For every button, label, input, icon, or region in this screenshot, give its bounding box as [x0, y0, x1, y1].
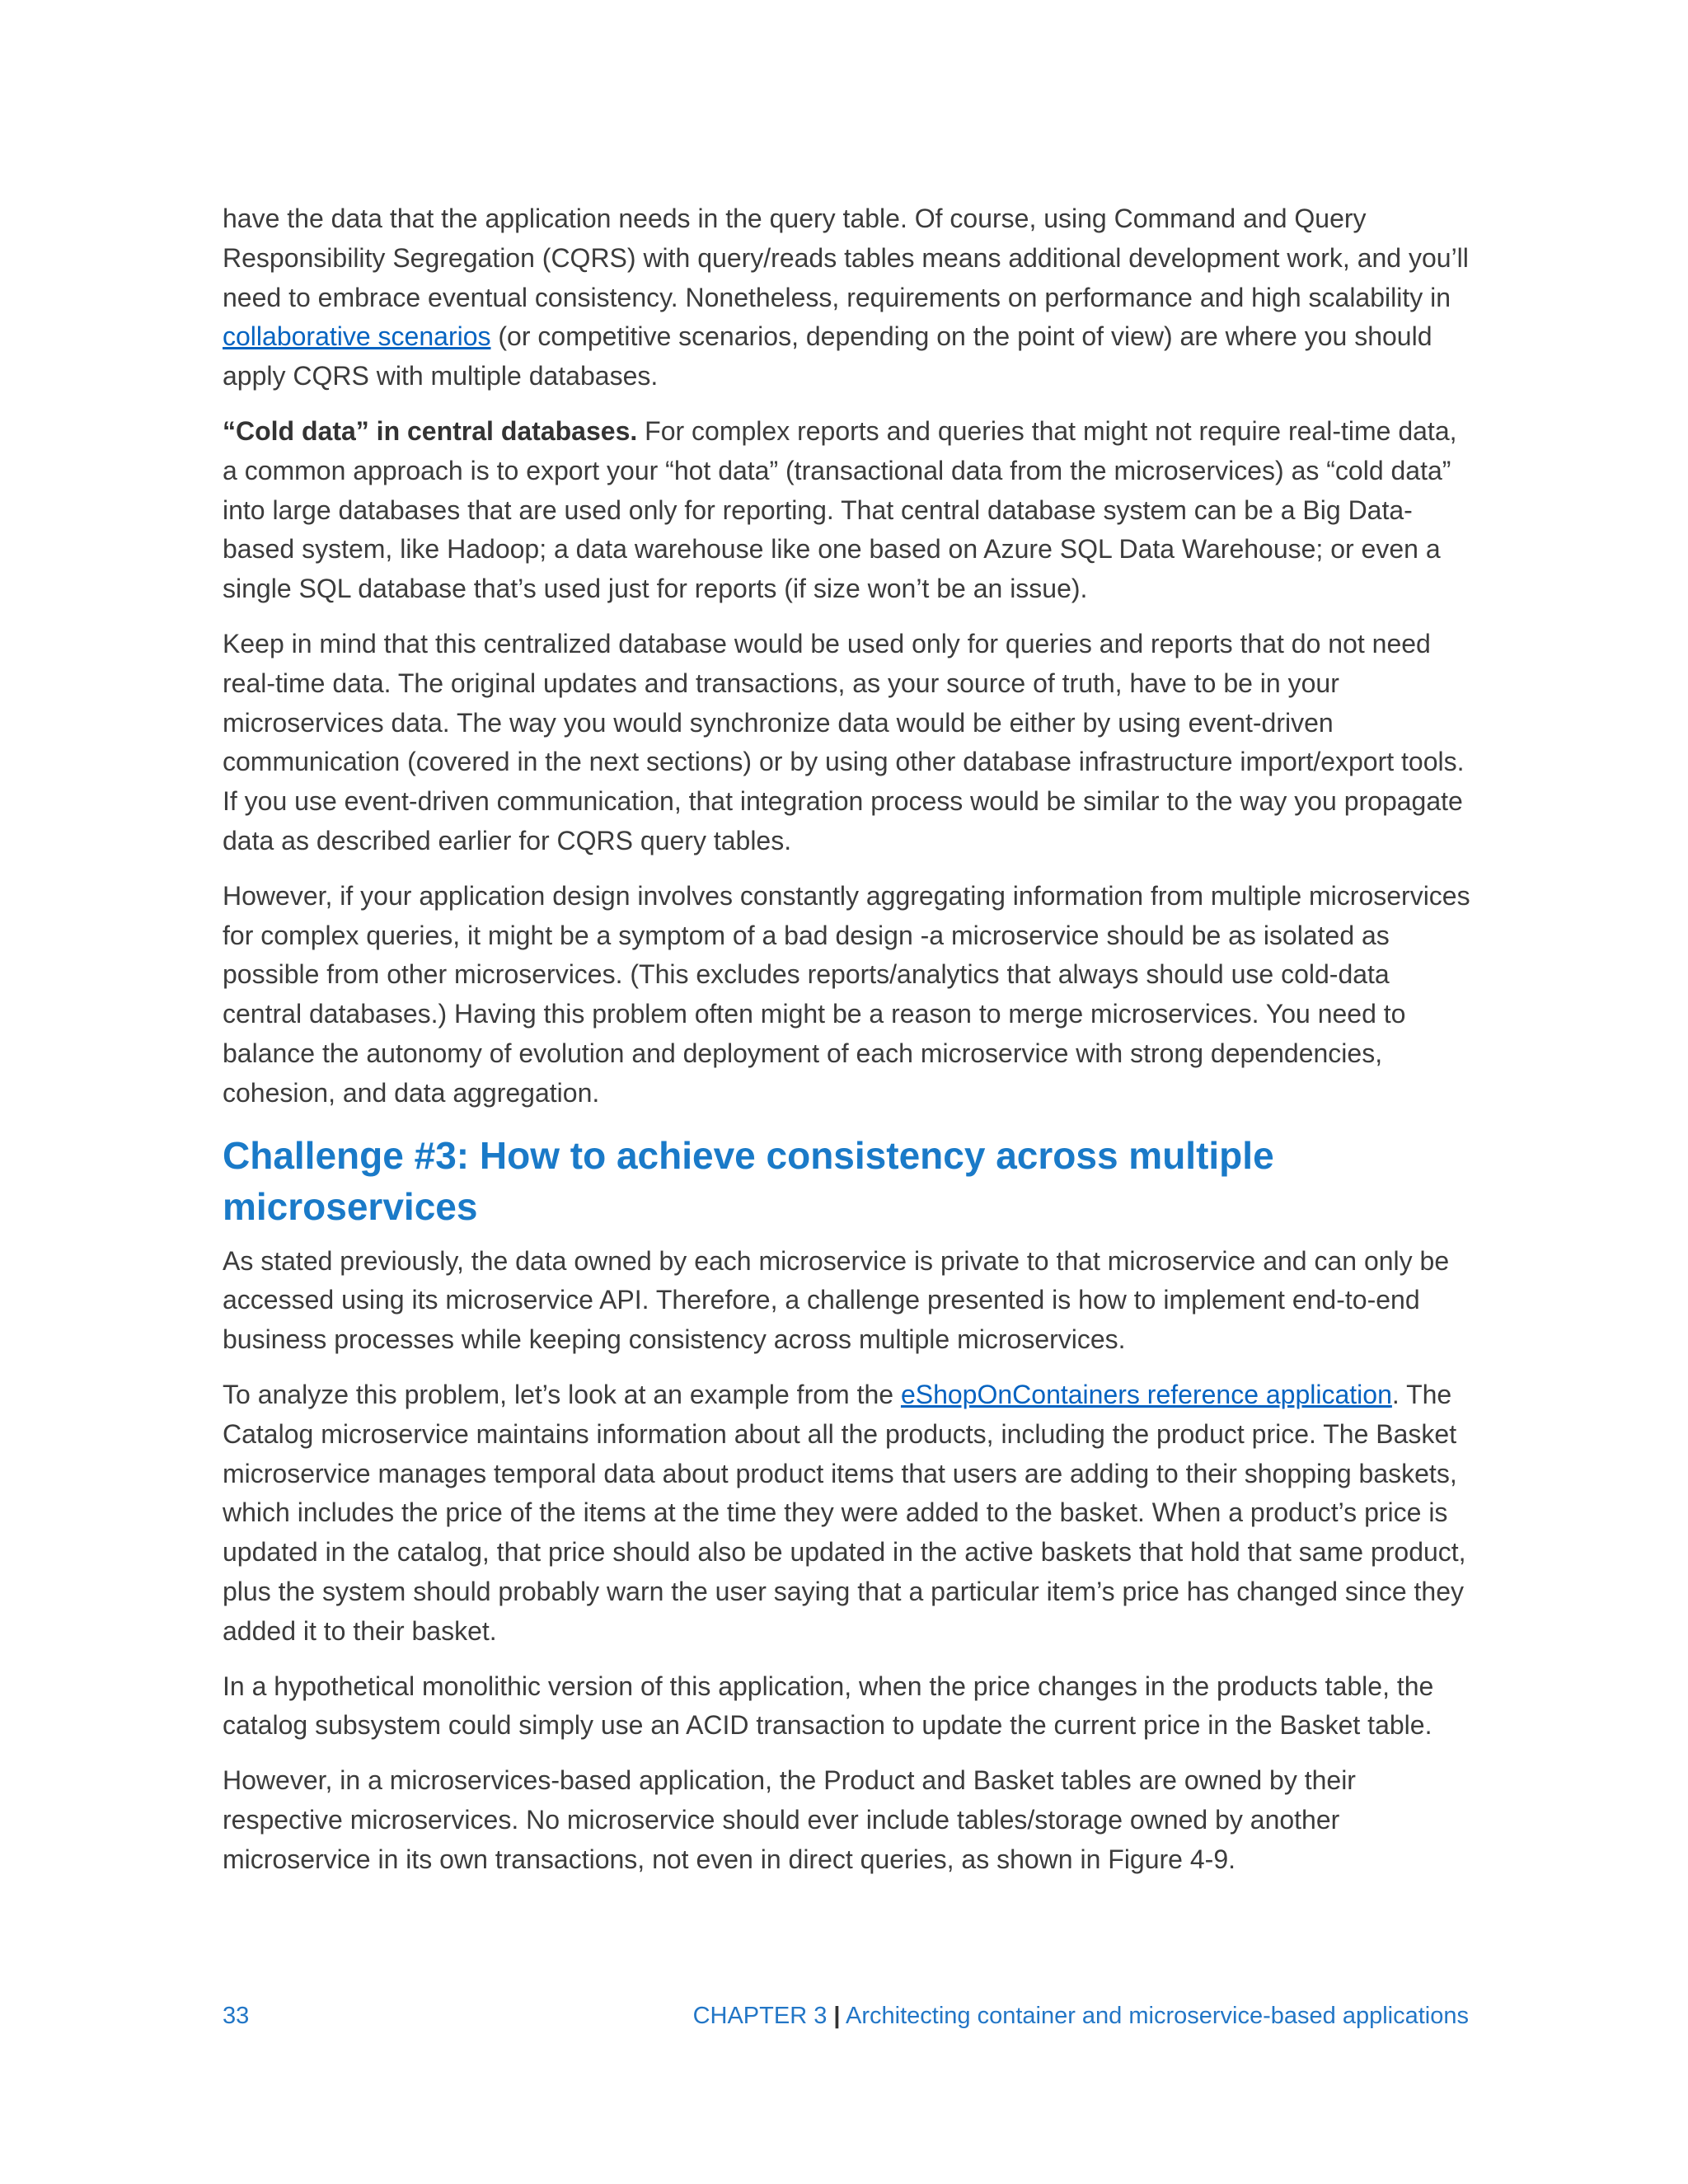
chapter-name: Architecting container and microservice-based applications: [846, 2003, 1469, 2029]
paragraph-centralized-database: Keep in mind that this centralized database would be used only for queries and reports that do not need real-time data. The original updates and transactions, as your source of truth, have to be in your microservices data. The way you would synchronize data would be either by using event-driven communication (covered in the next sections) or by using other database infrastructure import/export tools. If you use event-driven communication, that integration process would be similar to the way you propagate data as described earlier for CQRS query tables.: [223, 628, 1465, 855]
paragraph-text: (or competitive scenarios, depending on the point of view) are where you should apply CQRS with multiple databases.: [223, 321, 1432, 391]
section-heading-challenge-3: Challenge #3: How to achieve consistency across multiple microservices: [223, 1133, 1274, 1228]
chapter-title: [693, 2003, 1469, 2030]
collaborative-scenarios-link[interactable]: collaborative scenarios: [223, 321, 491, 352]
paragraph-cold-data: [223, 412, 1475, 609]
paragraph-text: have the data that the application needs in the query table. Of course, using Command and Query Responsibility Segregation (CQRS) with query/reads tables means additional development work, and you’ll need to embrace eventual consistency. Nonetheless, requirements on performance and high scalability in: [223, 204, 1469, 312]
chapter-separator: |: [833, 2003, 841, 2029]
chapter-label: CHAPTER 3: [692, 2003, 828, 2029]
page-number: 33: [223, 2003, 250, 2029]
paragraph-microservices-tables: However, in a microservices-based application, the Product and Basket tables are owned by their respective microservices. No microservice should ever include tables/storage owned by another microservice in its own transactions, not even in direct queries, as shown in Figure 4-9.: [223, 1765, 1356, 1874]
paragraph-monolithic-version: In a hypothetical monolithic version of this application, when the price changes in the products table, the catalog subsystem could simply use an ACID transaction to update the current price in the Basket table.: [223, 1671, 1434, 1741]
paragraph-cqrs-query-tables: [223, 199, 1475, 396]
document-body: [223, 199, 1475, 1895]
paragraph-text: To analyze this problem, let’s look at an example from the: [223, 1379, 901, 1409]
cold-data-lead-in: “Cold data” in central databases.: [223, 415, 638, 446]
paragraph-data-ownership: As stated previously, the data owned by each microservice is private to that microservice and can only be accessed using its microservice API. Therefore, a challenge presented is how to implement end-to-end business processes while keeping consistency across multiple microservices.: [223, 1245, 1450, 1355]
paragraph-aggregation-design: However, if your application design involves constantly aggregating information from multiple microservices for complex queries, it might be a symptom of a bad design -a microservice should be as isolated as possible from other microservices. (This excludes reports/analytics that always should use cold-data central databases.) Having this problem often might be a reason to merge microservices. You need to balance the autonomy of evolution and deployment of each microservice with strong dependencies, cohesion, and data aggregation.: [223, 880, 1470, 1108]
paragraph-text: . The Catalog microservice maintains information about all the products, including the product price. The Basket microservice manages temporal data about product items that users are adding to their shopping baskets, which includes the price of the items at the time they were added to the basket. When a product’s price is updated in the catalog, that price should also be updated in the active baskets that hold that same product, plus the system should probably warn the user saying that a particular item’s price has changed since they added it to their basket.: [223, 1379, 1466, 1646]
paragraph-eshop-example: [223, 1376, 1475, 1652]
page-footer: [223, 2003, 1469, 2030]
paragraph-text: For complex reports and queries that might not require real-time data, a common approach is to export your “hot data” (transactional data from the microservices) as “cold data” into large databases that are used only for reporting. That central database system can be a Big Data-based system, like Hadoop; a data warehouse like one based on Azure SQL Data Warehouse; or even a single SQL database that’s used just for reports (if size won’t be an issue).: [223, 415, 1457, 604]
eshoponcontainers-link[interactable]: eShopOnContainers reference application: [900, 1379, 1392, 1409]
